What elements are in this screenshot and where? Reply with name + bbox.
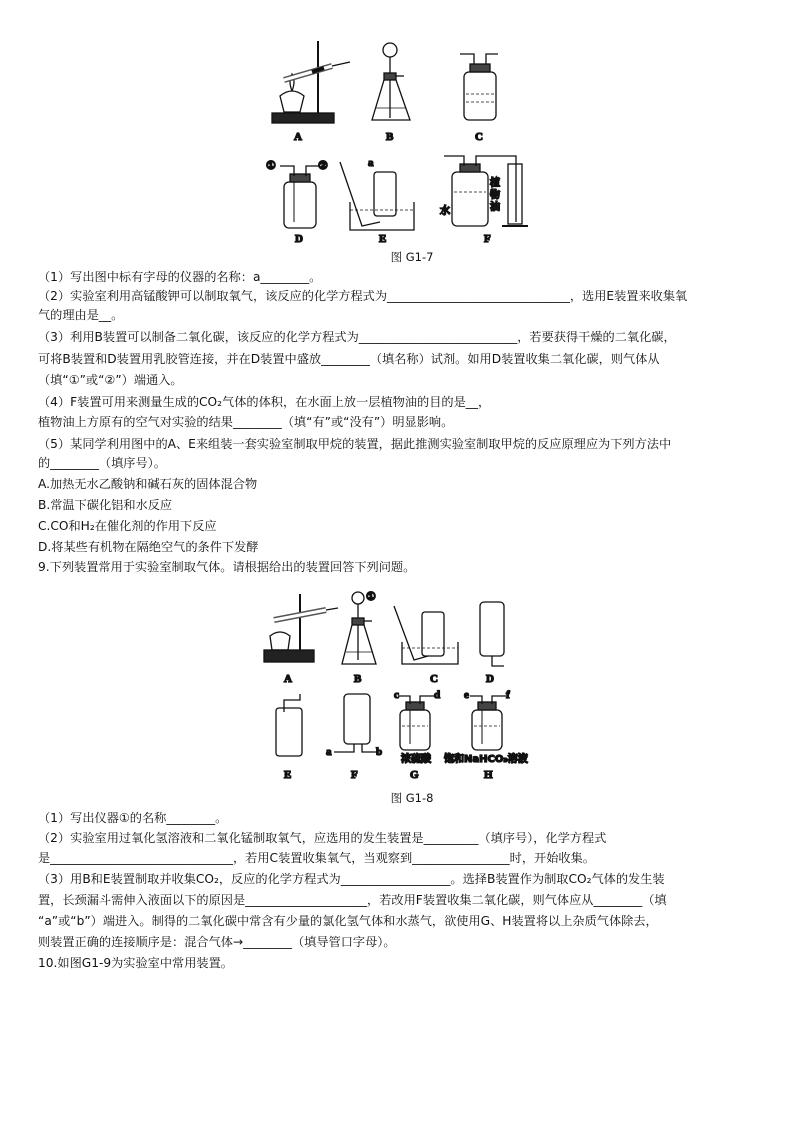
apparatus-diagram-1 [262, 36, 562, 248]
apparatus-d-2 [480, 602, 504, 666]
nahco3-label: 饱和NaHCO₃溶液 [444, 754, 528, 765]
oil-label: 植 [490, 178, 500, 189]
apparatus-f-2 [334, 694, 378, 752]
q8-line-1: （1）写出图中标有字母的仪器的名称：a________。 [38, 270, 322, 284]
q8-line-2: （2）实验室利用高锰酸钾可以制取氧气，该反应的化学方程式为______________________________，选用E装置来收集氧 [38, 289, 688, 303]
label-d-2: D [486, 673, 494, 685]
q8-line-3: 气的理由是__。 [38, 308, 124, 322]
label-c-2: C [430, 673, 438, 685]
apparatus-d [280, 166, 320, 228]
q8-line-6: （填“①”或“②”）端通入。 [38, 373, 183, 387]
q9-line-7: 则装置正确的连接顺序是：混合气体→________（填导管口字母）。 [38, 935, 396, 949]
apparatus-c-2 [394, 606, 458, 664]
port-c-label: c [394, 689, 399, 701]
q8-line-5: 可将B装置和D装置用乳胶管连接，并在D装置中盛放________（填名称）试剂。如用D装置收集二氧化碳，则气体从 [38, 352, 660, 366]
q9-line-2: （2）实验室用过氧化氢溶液和二氧化锰制取氧气，应选用的发生装置是_________（填序号），化学方程式 [38, 831, 607, 845]
conc-acid-label: 浓硫酸 [401, 754, 431, 765]
q10-intro: 10.如图G1-9为实验室中常用装置。 [38, 956, 233, 970]
label-a-instrument: a [368, 157, 374, 169]
q9-intro: 9.下列装置常用于实验室制取气体。请根据给出的装置回答下列问题。 [38, 560, 416, 574]
label-c: C [475, 131, 483, 143]
q9-line-1: （1）写出仪器①的名称________。 [38, 811, 228, 825]
port-2-label: ② [318, 160, 328, 172]
apparatus-b [372, 43, 410, 120]
apparatus-a-2 [264, 594, 338, 662]
q9-line-3: 是______________________________，若用C装置收集氧气，当观察到________________时，开始收集。 [38, 851, 595, 865]
apparatus-diagram-2 [258, 588, 548, 783]
port-d-label: d [434, 689, 441, 701]
label-g: G [410, 769, 419, 781]
q9-line-5: 置，长颈漏斗需伸入液面以下的原因是____________________，若改用F装置收集二氧化碳，则气体应从________（填 [38, 893, 667, 907]
label-b-2: B [354, 673, 362, 685]
q8-option-c: C.CO和H₂在催化剂的作用下反应 [38, 519, 217, 533]
apparatus-a [272, 41, 350, 123]
label-a: A [294, 131, 302, 143]
label-d: D [295, 233, 303, 245]
oil-label-3: 油 [490, 202, 500, 213]
q8-line-8: 植物油上方原有的空气对实验的结果________（填“有”或“没有”）明显影响。 [38, 415, 454, 429]
apparatus-e-2 [276, 694, 302, 756]
label-e-2: E [284, 769, 292, 781]
figure-g1-7 [262, 36, 562, 248]
q8-option-d: D.将某些有机物在隔绝空气的条件下发酵 [38, 540, 259, 554]
port-e-label: e [464, 689, 469, 701]
apparatus-f [444, 156, 528, 226]
figure-caption-g1-8: 图 G1-8 [390, 791, 434, 805]
label-e: E [379, 233, 387, 245]
q8-line-9: （5）某同学利用图中的A、E来组装一套实验室制取甲烷的装置，据此推测实验室制取甲烷的反应原理应为下列方法中 [38, 437, 672, 451]
label-f-2: F [351, 769, 358, 781]
apparatus-g [398, 696, 434, 750]
label-h: H [484, 769, 493, 781]
label-a-2: A [284, 673, 292, 685]
water-label: 水 [440, 206, 450, 217]
port-1-label-2: ① [366, 591, 376, 603]
q8-option-a: A.加热无水乙酸钠和碱石灰的固体混合物 [38, 477, 258, 491]
oil-label-2: 物 [490, 190, 500, 201]
q8-line-4: （3）利用B装置可以制备二氧化碳，该反应的化学方程式为__________________________，若要获得干燥的二氧化碳， [38, 330, 676, 344]
port-a-label: a [326, 746, 332, 758]
label-b: B [386, 131, 394, 143]
apparatus-e [340, 162, 414, 230]
apparatus-c [460, 54, 498, 120]
q8-line-10: 的________（填序号）。 [38, 456, 166, 470]
q8-option-b: B.常温下碳化铝和水反应 [38, 498, 173, 512]
q8-line-7: （4）F装置可用来测量生成的CO₂气体的体积，在水面上放一层植物油的目的是__， [38, 395, 491, 409]
figure-g1-8 [258, 588, 548, 783]
q9-line-4: （3）用B和E装置制取并收集CO₂，反应的化学方程式为__________________。选择B装置作为制取CO₂气体的发生装 [38, 872, 665, 886]
label-f: F [484, 233, 491, 245]
q9-line-6: “a”或“b”）端进入。制得的二氧化碳中常含有少量的氯化氢气体和水蒸气，欲使用G、H装置将以上杂质气体除去， [38, 914, 658, 928]
port-f-label: f [506, 689, 510, 701]
apparatus-h [470, 696, 506, 750]
port-1-label: ① [266, 160, 276, 172]
port-b-label: b [376, 746, 383, 758]
figure-caption-g1-7: 图 G1-7 [390, 250, 434, 264]
